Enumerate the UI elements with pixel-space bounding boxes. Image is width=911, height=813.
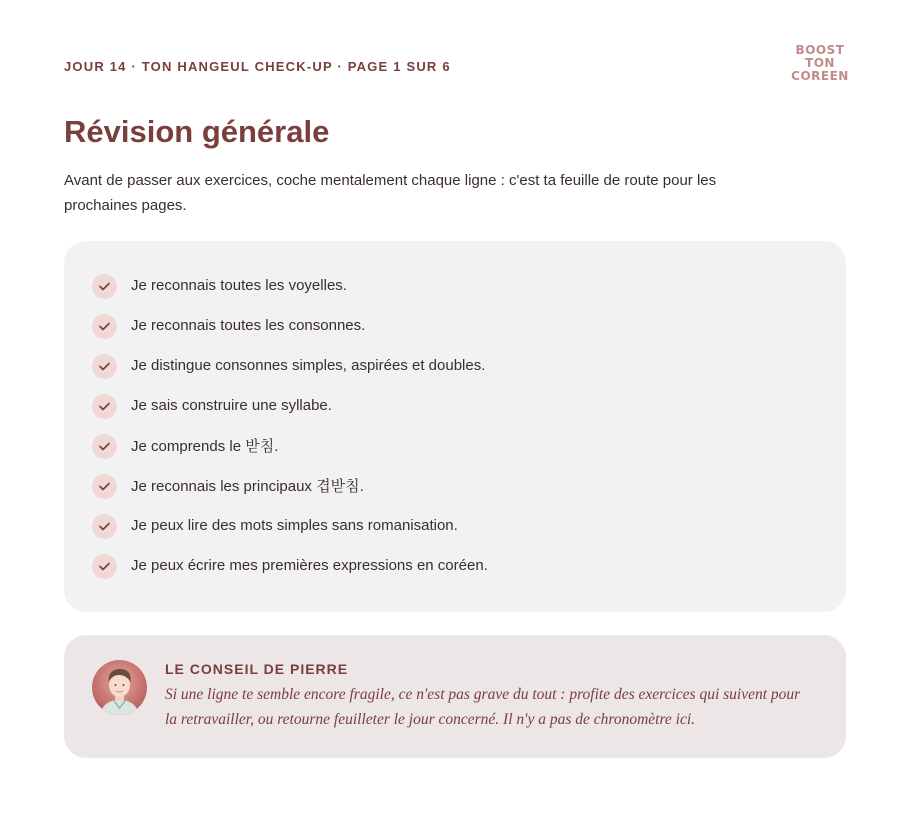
checklist-item <box>92 305 488 345</box>
checklist-item-label: Je peux lire des mots simples sans romanisation. <box>131 516 458 534</box>
intro-paragraph: Avant de passer aux exercices, coche mentalement chaque ligne : c'est ta feuille de route pour les prochaines pages. <box>64 172 717 214</box>
check-icon <box>92 474 117 499</box>
checklist-item-label: Je distingue consonnes simples, aspirées et doubles. <box>131 356 486 374</box>
checklist-item <box>92 345 488 385</box>
checklist-card <box>64 241 846 612</box>
checklist-item-label: Je reconnais toutes les consonnes. <box>131 316 366 334</box>
breadcrumb: JOUR 14 · TON HANGEUL CHECK-UP · PAGE 1 SUR 6 <box>64 59 451 74</box>
tip-card <box>64 635 846 758</box>
check-icon <box>92 274 117 299</box>
checklist <box>92 265 488 585</box>
logo-line-3: COREEN <box>791 69 849 83</box>
checklist-item <box>92 505 488 545</box>
checklist-item-label: Je sais construire une syllabe. <box>131 396 332 414</box>
checklist-item-label: Je peux écrire mes premières expressions en coréen. <box>131 556 488 574</box>
checklist-item <box>92 265 488 305</box>
checklist-item-label: Je reconnais les principaux 겹받침. <box>131 477 364 495</box>
check-icon <box>92 434 117 459</box>
logo-line-1: BOOST <box>795 43 845 57</box>
check-icon <box>92 314 117 339</box>
check-icon <box>92 554 117 579</box>
page-title: Révision générale <box>64 114 330 149</box>
checklist-item <box>92 465 488 505</box>
check-icon <box>92 394 117 419</box>
check-icon <box>92 514 117 539</box>
checklist-item <box>92 385 488 425</box>
checklist-item <box>92 545 488 585</box>
checklist-item-label: Je reconnais toutes les voyelles. <box>131 276 347 294</box>
checklist-item-label: Je comprends le 받침. <box>131 437 279 455</box>
logo-line-2: TON <box>805 56 835 70</box>
avatar <box>92 660 147 715</box>
brand-logo <box>788 44 852 83</box>
checklist-item <box>92 425 488 465</box>
tip-heading: LE CONSEIL DE PIERRE <box>165 661 349 677</box>
check-icon <box>92 354 117 379</box>
tip-body: Si une ligne te semble encore fragile, ce n'est pas grave du tout : profite des exercices qui suivent pour la retravailler, ou retourne feuilleter le jour concerné. Il n'y a pas de chronomètre ici. <box>165 686 801 728</box>
